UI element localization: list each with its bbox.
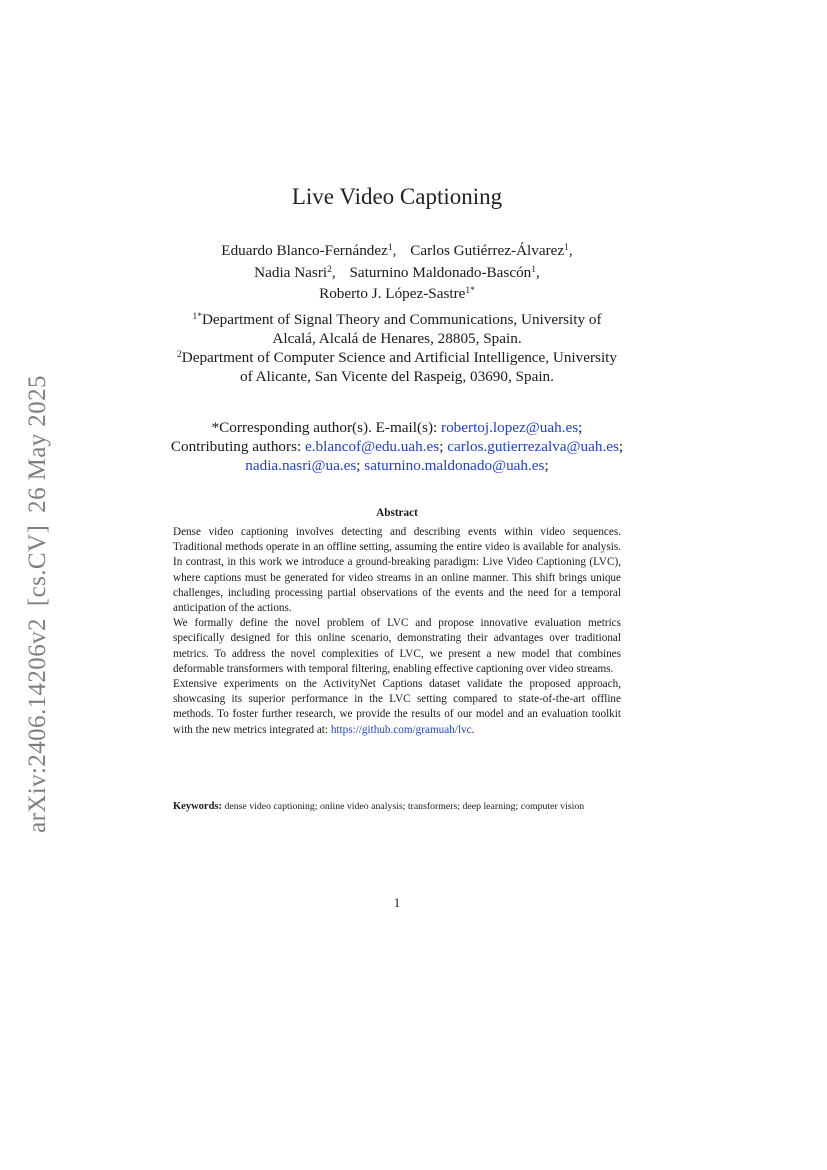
page-number: 1 <box>393 895 401 910</box>
author-affil-sup: 1 <box>564 242 569 253</box>
author-list <box>0 240 794 305</box>
contributing-authors-line-2: nadia.nasri@ua.es; saturnino.maldonado@uah.es; <box>245 457 549 474</box>
author-name: Carlos Gutiérrez-Álvarez <box>410 242 565 259</box>
affiliation-2 <box>0 348 794 367</box>
email-link[interactable]: carlos.gutierrezalva@uah.es <box>447 438 619 455</box>
keywords-label: Keywords: <box>173 801 222 812</box>
keywords-block <box>173 800 621 813</box>
author-name: Eduardo Blanco-Fernández <box>221 242 388 259</box>
abstract-paragraph: Dense video captioning involves detecting and describing events within video sequences. Traditional methods operate in an offline setting, assuming the entire video is available for analysis. In contrast, in this work we introduce a ground-breaking paradigm: Live Video Captioning (LVC), where captions must be generated for video streams in an online manner. This shift brings unique challenges, including processing partial observations of the events and the need for a temporal anticipation of the actions. <box>173 526 621 615</box>
author-affil-sup: 1* <box>465 285 475 296</box>
arxiv-category: [cs.CV] <box>24 524 51 607</box>
corresponding-author-line: *Corresponding author(s). E-mail(s): robertoj.lopez@uah.es; <box>211 419 583 436</box>
abstract-heading: Abstract <box>376 507 418 519</box>
corresponding-label: *Corresponding author(s). E-mail(s): <box>211 419 438 436</box>
author-name: Roberto J. López-Sastre <box>319 285 466 302</box>
affiliation-1 <box>0 310 794 329</box>
affiliation-line: Department of Signal Theory and Communications, University of <box>201 311 602 328</box>
paper-title: Live Video Captioning <box>291 184 503 209</box>
author-2: Carlos Gutiérrez-Álvarez$^1$, <box>410 242 573 259</box>
contributing-authors-line: Contributing authors: e.blancof@edu.uah.es; carlos.gutierrezalva@uah.es; <box>170 438 624 455</box>
correspondence-block <box>0 418 794 475</box>
affiliation-line: Department of Computer Science and Artificial Intelligence, University <box>181 349 617 366</box>
author-1: Eduardo Blanco-Fernández$^1$, <box>221 242 397 259</box>
github-link[interactable]: https://github.com/gramuah/lvc <box>330 723 472 736</box>
author-name: Saturnino Maldonado-Bascón <box>349 263 532 281</box>
contributing-label: Contributing authors: <box>170 438 302 455</box>
corresponding-email-link[interactable]: robertoj.lopez@uah.es <box>441 419 579 436</box>
email-link[interactable]: saturnino.maldonado@uah.es <box>364 457 545 474</box>
author-name: Nadia Nasri <box>254 263 328 281</box>
affiliation-2-cont: of Alicante, San Vicente del Raspeig, 03690, Spain. <box>240 368 554 385</box>
affiliation-sup: 2 <box>177 349 182 360</box>
abstract-paragraph: We formally define the novel problem of LVC and propose innovative evaluation metrics specifically designed for this online scenario, demonstrating their advantages over traditional metrics. To address the novel complexities of LVC, we present a new model that combines deformable transformers with temporal filtering, enabling effective captioning over video streams. <box>173 617 621 675</box>
author-4: Saturnino Maldonado-Bascón$^1$, <box>349 263 540 281</box>
author-5 <box>319 285 475 302</box>
author-3: Nadia Nasri$^2$, <box>254 263 336 281</box>
email-link[interactable]: e.blancof@edu.uah.es <box>305 438 440 455</box>
author-affil-sup: 2 <box>327 264 332 275</box>
abstract-body <box>173 525 621 738</box>
keywords-text: dense video captioning; online video analysis; transformers; deep learning; computer vision <box>224 801 585 812</box>
abstract-paragraph: Extensive experiments on the ActivityNet Captions dataset validate the proposed approach, showcasing its superior performance in the LVC setting compared to state-of-the-art offline methods. To foster further research, we provide the results of our model and an evaluation toolkit with the new metrics integrated at: https://github.com/gramuah/lvc. <box>173 678 621 736</box>
email-link[interactable]: nadia.nasri@ua.es <box>245 457 357 474</box>
author-affil-sup: 1 <box>531 264 537 275</box>
affiliation-1-cont: Alcalá, Alcalá de Henares, 28805, Spain. <box>272 330 522 347</box>
arxiv-id: arXiv:2406.14206v2 <box>24 618 51 833</box>
affiliation-sup: 1* <box>192 311 202 322</box>
arxiv-date: 26 May 2025 <box>24 375 51 513</box>
author-affil-sup: 1 <box>387 242 393 253</box>
affiliation-list <box>0 310 794 386</box>
abstract-paragraph-text: Extensive experiments on the ActivityNet Captions dataset validate the proposed approach, showcasing its superior performance in the LVC setting compared to state-of-the-art offline methods. To foster further research, we provide the results of our model and an evaluation toolkit with the new metrics integrated at: <box>173 678 621 736</box>
